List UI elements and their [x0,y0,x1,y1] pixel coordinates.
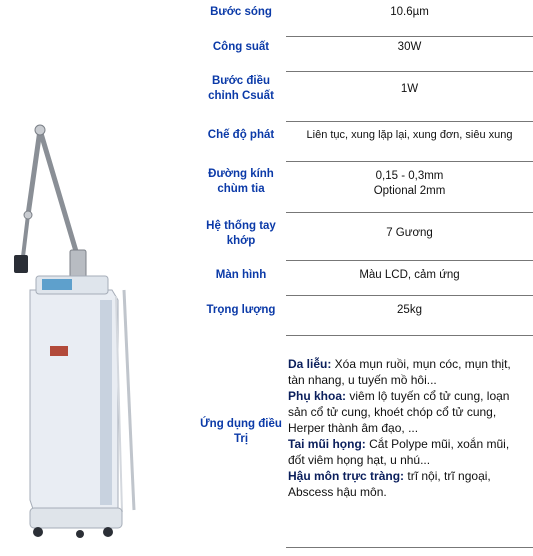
spec-value: 10.6µm [390,6,429,18]
spec-label: Chế độ phát [207,129,275,141]
application-text: Cắt Polype mũi, xoắn mũi, đốt viêm họng hạt, u nhú... [288,437,510,467]
spec-value: Màu LCD, cảm ứng [359,269,460,281]
spec-row-arm-system [196,212,533,260]
applications-list [288,356,524,500]
application-item [288,356,524,388]
spec-row-weight [196,295,533,335]
application-title: Da liễu: [288,357,332,371]
spec-label: Công suất [212,41,270,53]
application-text: viêm lộ tuyến cổ tử cung, loạn sản cổ tử cung, khoét chóp cổ tử cung, Herper thành âm đạo, ... [288,389,510,435]
row-divider [286,547,533,548]
applications-label: Ứng dụng điều Trị [200,418,282,445]
application-item [288,436,524,468]
spec-row-wavelength [196,0,533,36]
application-item [288,388,524,436]
spec-row-power [196,36,533,71]
spec-value: 30W [397,41,422,53]
spec-label: Hệ thống tay khớp [206,220,276,247]
co2-laser-machine-image [0,0,190,556]
spec-value: 7 Gương [386,227,433,239]
spec-row-power-step [196,71,533,121]
spec-row-emission-mode [196,121,533,161]
application-text: trĩ nội, trĩ ngoại, Abscess hậu môn. [288,469,491,499]
application-text: Xóa mụn ruồi, mụn cóc, mụn thịt, tàn nhang, u tuyến mồ hôi... [288,357,511,387]
application-title: Hậu môn trực tràng: [288,469,405,483]
spec-value: 25kg [397,304,422,316]
spec-value: 1W [400,83,419,95]
spec-value: 0,15 - 0,3mm [375,170,444,182]
spec-label: Bước sóng [210,6,272,18]
spec-label: Màn hình [215,269,267,281]
spec-value-secondary: Optional 2mm [373,185,446,197]
application-title: Phụ khoa: [288,389,347,403]
spec-row-display [196,260,533,295]
spec-label: Trọng lượng [206,304,276,316]
application-title: Tai mũi họng: [288,437,366,451]
spec-label: Bước điều chỉnh Csuất [208,75,274,102]
spec-value: Liên tục, xung lặp lại, xung đơn, siêu xung [306,129,513,141]
spec-label: Đường kính chùm tia [208,168,274,195]
spec-row-beam-diameter [196,161,533,212]
application-item [288,468,524,500]
